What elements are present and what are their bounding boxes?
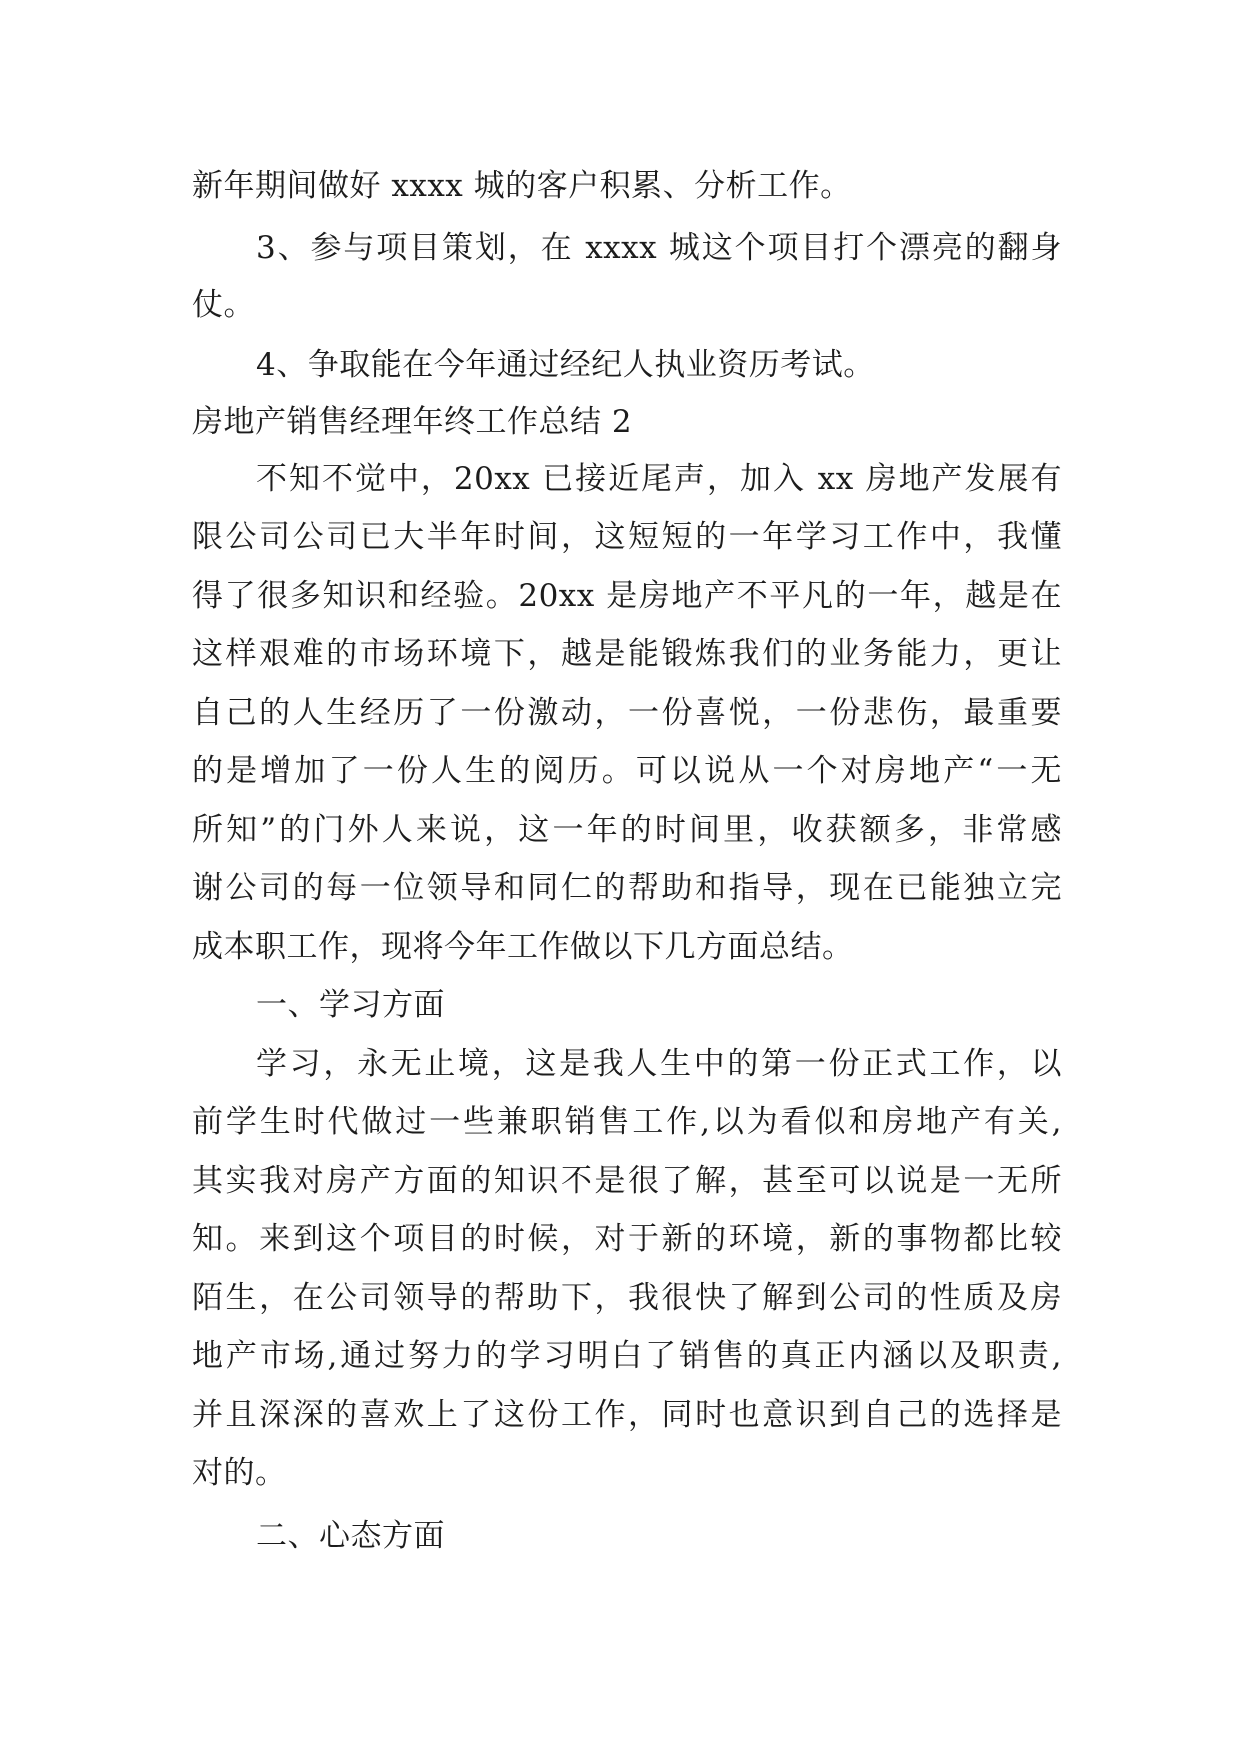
subsection-heading: 二、心态方面 bbox=[256, 1518, 445, 1554]
text-line: 陌生，在公司领导的帮助下，我很快了解到公司的性质及房 bbox=[192, 1280, 1062, 1316]
text-line: 对的。 bbox=[192, 1455, 287, 1491]
text-line: 不知不觉中，20xx 已接近尾声，加入 xx 房地产发展有 bbox=[256, 461, 1062, 497]
text-line: 所知”的门外人来说，这一年的时间里，收获额多，非常感 bbox=[192, 812, 1062, 848]
text-line: 这样艰难的市场环境下，越是能锻炼我们的业务能力，更让 bbox=[192, 636, 1062, 672]
text-line: 谢公司的每一位领导和同仁的帮助和指导，现在已能独立完 bbox=[192, 870, 1062, 906]
section-title: 房地产销售经理年终工作总结 2 bbox=[192, 404, 633, 440]
text-line: 知。来到这个项目的时候，对于新的环境，新的事物都比较 bbox=[192, 1221, 1062, 1257]
text-line: 的是增加了一份人生的阅历。可以说从一个对房地产“一无 bbox=[192, 753, 1062, 789]
text-line: 新年期间做好 xxxx 城的客户积累、分析工作。 bbox=[192, 168, 852, 204]
subsection-heading: 一、学习方面 bbox=[256, 987, 445, 1023]
text-line: 学习，永无止境，这是我人生中的第一份正式工作，以 bbox=[256, 1046, 1062, 1082]
text-line: 自己的人生经历了一份激动，一份喜悦，一份悲伤，最重要 bbox=[192, 695, 1062, 731]
text-line: 成本职工作，现将今年工作做以下几方面总结。 bbox=[192, 929, 854, 965]
text-line: 4、争取能在今年通过经纪人执业资历考试。 bbox=[256, 347, 875, 383]
text-line: 地产市场,通过努力的学习明白了销售的真正内涵以及职责, bbox=[192, 1338, 1062, 1374]
text-line: 限公司公司已大半年时间，这短短的一年学习工作中，我懂 bbox=[192, 519, 1062, 555]
text-line: 并且深深的喜欢上了这份工作，同时也意识到自己的选择是 bbox=[192, 1397, 1062, 1433]
text-line: 前学生时代做过一些兼职销售工作,以为看似和房地产有关, bbox=[192, 1104, 1062, 1140]
text-line: 得了很多知识和经验。20xx 是房地产不平凡的一年，越是在 bbox=[192, 578, 1062, 614]
text-line: 仗。 bbox=[192, 287, 255, 323]
text-line: 其实我对房产方面的知识不是很了解，甚至可以说是一无所 bbox=[192, 1163, 1062, 1199]
text-line: 3、参与项目策划，在 xxxx 城这个项目打个漂亮的翻身 bbox=[256, 230, 1062, 266]
